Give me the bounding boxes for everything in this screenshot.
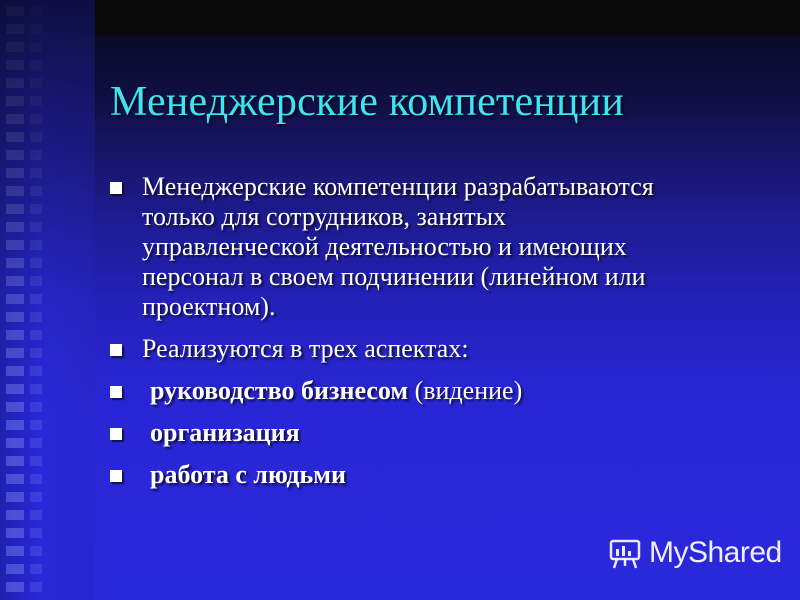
bullet-normal-text: (видение) <box>408 376 523 405</box>
bullet-square-icon <box>110 428 122 440</box>
bullet-square-icon <box>110 344 122 356</box>
bullet-line: Менеджерские компетенции разрабатываются <box>142 172 654 201</box>
myshared-watermark[interactable] <box>607 535 782 571</box>
top-dark-band <box>95 0 800 36</box>
bullet-line: персонал в своем подчинении (линейном или <box>142 262 646 291</box>
presentation-board-icon <box>607 535 643 571</box>
bullet-text: Реализуются в трех аспектах: <box>142 334 469 363</box>
bullet-list <box>110 172 780 502</box>
bullet-bold-text: организация <box>150 418 300 447</box>
bullet-bold-text: руководство бизнесом <box>150 376 409 405</box>
strip-shading <box>0 0 95 600</box>
bullet-item <box>110 460 780 490</box>
bullet-bold-text: работа с людьми <box>150 460 346 489</box>
bullet-item <box>110 172 780 322</box>
bullet-line: проектном). <box>142 292 276 321</box>
bullet-line: управленческой деятельностью и имеющих <box>142 232 627 261</box>
bullet-square-icon <box>110 470 122 482</box>
bullet-item <box>110 418 780 448</box>
left-decorative-strip <box>0 0 95 600</box>
bullet-item <box>110 376 780 406</box>
watermark-text: MyShared <box>649 536 782 569</box>
slide-title: Менеджерские компетенции <box>110 79 625 125</box>
bullet-square-icon <box>110 386 122 398</box>
bullet-square-icon <box>110 182 122 194</box>
bullet-line: только для сотрудников, занятых <box>142 202 507 231</box>
bullet-item <box>110 334 780 364</box>
